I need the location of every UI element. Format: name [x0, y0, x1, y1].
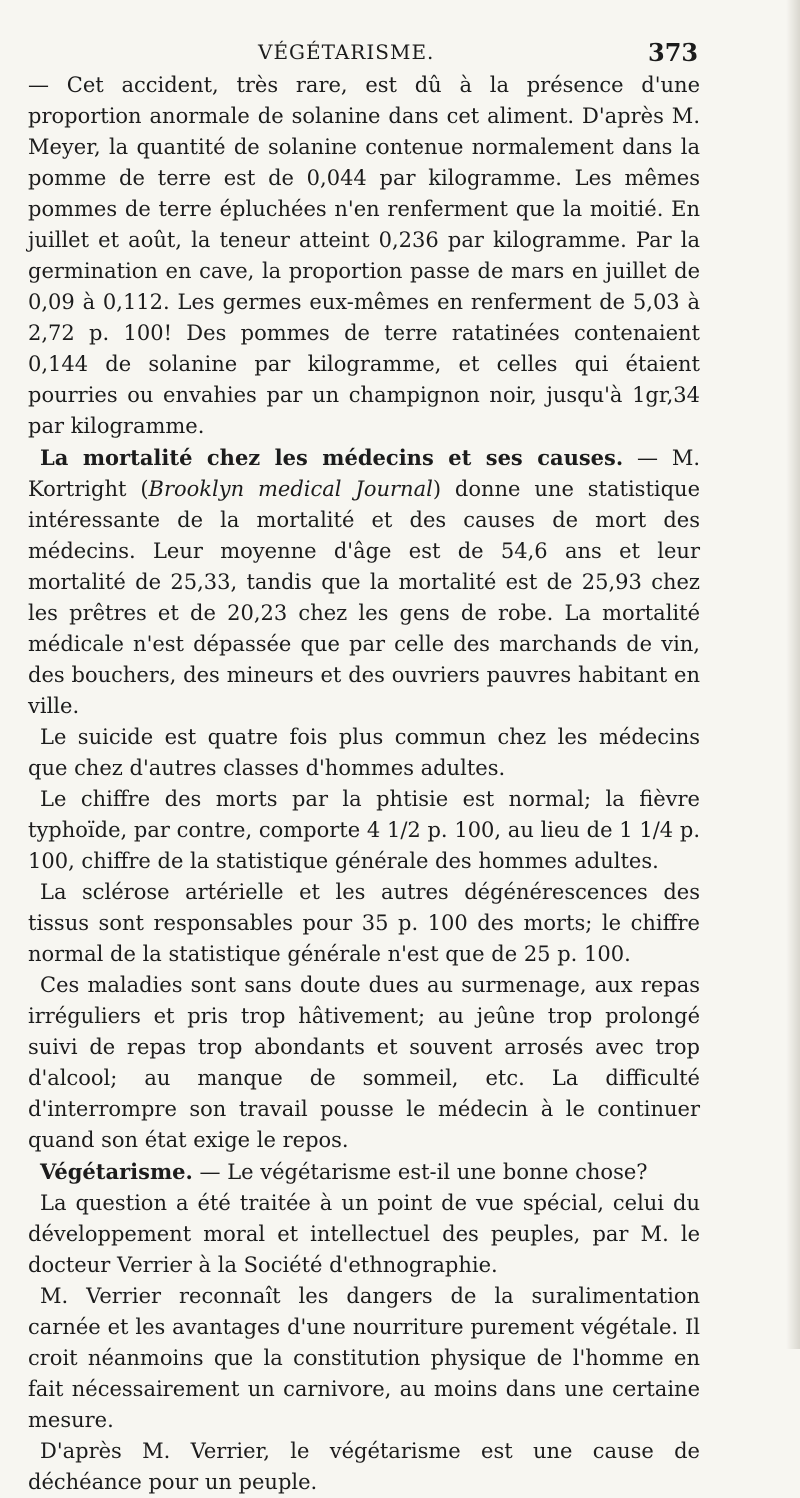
body-text	[28, 70, 700, 1498]
section-mortalite-medecins	[28, 442, 700, 722]
paragraph-sclerose: La sclérose artérielle et les autres dégénérescences des tissus sont responsables pour 35 p. 100 des morts; le chiffre normal de la statistique générale n'est que de 25 p. 100.	[28, 880, 700, 966]
paragraph-solanine: — Cet accident, très rare, est dû à la présence d'une proportion anormale de solanine dans cet aliment. D'après M. Meyer, la quantité de solanine contenue normalement dans la pomme de terre est de 0,044 par kilogramme. Les mêmes pommes de terre épluchées n'en renferment que la moitié. En juillet et août, la teneur atteint 0,236 par kilogramme. Par la germination en cave, la proportion passe de mars en juillet de 0,09 à 0,112. Les germes eux-mêmes en renferment de 5,03 à 2,72 p. 100! Des pommes de terre ratatinées contenaient 0,144 de solanine par kilogramme, et celles qui étaient pourries ou envahies par un champignon noir, jusqu'à 1gr,34 par kilogramme.	[28, 73, 700, 438]
paragraph-question: La question a été traitée à un point de vue spécial, celui du développement moral et intellectuel des peuples, par M. le docteur Verrier à la Société d'ethnographie.	[28, 1191, 700, 1277]
section-vegetarisme	[28, 1156, 700, 1188]
page-header	[28, 30, 700, 70]
journal-title: Brooklyn medical Journal	[148, 477, 433, 501]
section-heading-vegetarisme: Végétarisme.	[40, 1159, 193, 1184]
paragraph-text: — Le végétarisme est-il une bonne chose?	[192, 1160, 648, 1184]
paragraph-text: ) donne une statistique intéressante de la mortalité et des causes de mort des médecins. Leur moyenne d'âge est de 54,6 ans et leur mortalité de 25,33, tandis que la mortalité est de 25,93 chez les prêtres et de 20,23 chez les gens de robe. La mortalité médicale n'est dépassée que par celle des marchands de vin, des bouchers, des mineurs et des ouvriers pauvres habitant en ville.	[28, 477, 700, 718]
paragraph-text: — M. Kortright (	[28, 446, 700, 501]
page-number: 373	[648, 38, 699, 67]
paragraph-decheance: D'après M. Verrier, le végétarisme est une cause de déchéance pour un peuple.	[28, 1439, 700, 1494]
page-edge-shadow	[786, 0, 800, 1349]
paragraph-phtisie: Le chiffre des morts par la phtisie est normal; la fièvre typhoïde, par contre, comporte 4 1/2 p. 100, au lieu de 1 1/4 p. 100, chiffre de la statistique générale des hommes adultes.	[28, 787, 700, 873]
running-title: VÉGÉTARISME.	[258, 40, 435, 64]
section-heading-mortalite: La mortalité chez les médecins et ses causes.	[40, 445, 624, 470]
paragraph-surmenage: Ces maladies sont sans doute dues au surmenage, aux repas irréguliers et pris trop hâtivement; au jeûne trop prolongé suivi de repas trop abondants et souvent arrosés avec trop d'alcool; au manque de sommeil, etc. La difficulté d'interrompre son travail pousse le médecin à le continuer quand son état exige le repos.	[28, 973, 700, 1152]
paragraph-verrier-dangers: M. Verrier reconnaît les dangers de la suralimentation carnée et les avantages d'une nourriture purement végétale. Il croit néanmoins que la constitution physique de l'homme en fait nécessairement un carnivore, au moins dans une certaine mesure.	[28, 1284, 700, 1432]
paragraph-suicide: Le suicide est quatre fois plus commun chez les médecins que chez d'autres classes d'hommes adultes.	[28, 725, 700, 780]
